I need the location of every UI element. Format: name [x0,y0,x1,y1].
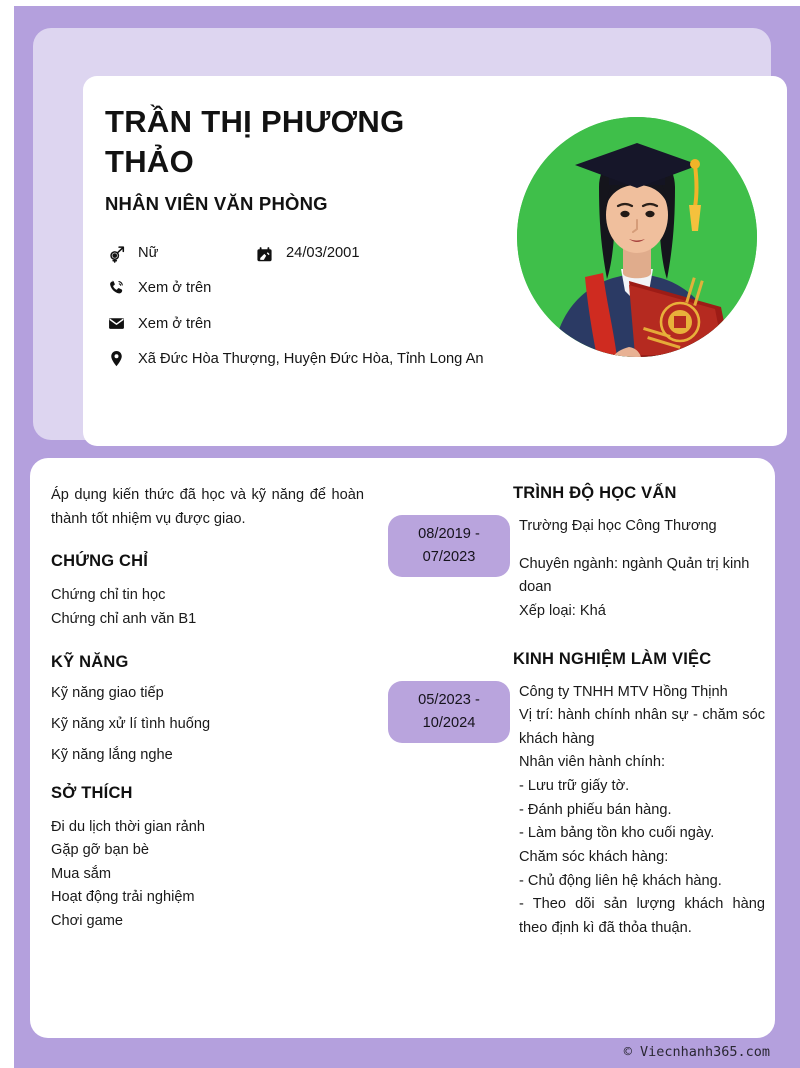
list-item: Mua sắm [51,865,112,882]
skills-list [51,685,364,763]
education-school: Trường Đại học Công Thương [519,518,717,534]
experience-duty: - Đánh phiếu bán hàng. [519,801,672,818]
left-gutter [0,0,14,1068]
experience-duty-group-1: Nhân viên hành chính: [519,754,666,771]
certificates-heading: CHỨNG CHỈ [51,552,149,571]
contact-row-phone [105,278,505,298]
experience-period-badge: 05/2023 - 10/2024 [388,681,510,743]
hobbies-heading: SỞ THÍCH [51,783,133,802]
gender-value: Nữ [138,245,159,262]
candidate-name: TRẦN THỊ PHƯƠNG THẢO [105,104,405,179]
contact-row-address [105,349,505,369]
calendar-icon [253,245,286,263]
address-value: Xã Đức Hòa Thượng, Huyện Đức Hòa, Tỉnh Long An [138,350,484,367]
list-item: Kỹ năng giao tiếp [51,684,164,701]
list-item: Gặp gỡ bạn bè [51,842,150,859]
skills-heading: KỸ NĂNG [51,652,129,671]
phone-icon [105,278,138,296]
experience-details [519,681,765,941]
venus-mars-icon [105,245,138,263]
email-value: Xem ở trên [138,315,212,332]
experience-duty: - Làm bảng tồn kho cuối ngày. [519,825,715,842]
list-item: Kỹ năng xử lí tình huống [51,715,211,732]
education-major: Chuyên ngành: ngành Quản trị kinh doan [519,555,750,596]
experience-duty: - Lưu trữ giấy tờ. [519,778,630,795]
career-summary: Áp dụng kiến thức đã học và kỹ năng để hoàn thành tốt nhiệm vụ được giao. [51,487,364,527]
top-gutter [0,0,800,6]
left-column [30,484,388,1038]
experience-duty-group-2: Chăm sóc khách hàng: [519,849,669,866]
contact-row-email [105,314,505,334]
list-item: Đi du lịch thời gian rảnh [51,818,205,835]
list-item: Hoạt động trải nghiệm [51,889,195,906]
certificates-list [51,584,364,631]
education-heading: TRÌNH ĐỘ HỌC VẤN [513,484,677,502]
education-details [519,515,765,624]
education-period-badge: 08/2019 - 07/2023 [388,515,510,577]
footer-watermark: © Viecnhanh365.com [623,1044,770,1060]
right-column [388,484,775,1038]
avatar [517,117,757,357]
graduation-portrait-illustration [517,117,757,357]
header-card [83,76,787,446]
list-item: Chứng chỉ tin học [51,587,166,604]
envelope-icon [105,314,138,332]
contact-row-gender-birthday [105,245,505,263]
contact-block [105,245,505,369]
experience-duty: - Chủ động liên hệ khách hàng. [519,872,722,889]
list-item: Chứng chỉ anh văn B1 [51,610,197,627]
header-outer-card [33,28,771,440]
education-grade: Xếp loại: Khá [519,602,606,619]
experience-company: Công ty TNHH MTV Hồng Thịnh [519,683,728,700]
birthday-value: 24/03/2001 [286,245,360,262]
contact-gender [105,245,253,263]
location-pin-icon [105,349,138,367]
education-entry [388,515,765,624]
phone-value: Xem ở trên [138,280,212,297]
experience-heading: KINH NGHIỆM LÀM VIỆC [513,649,712,668]
hobbies-list [51,816,364,934]
experience-entry [388,681,765,941]
experience-position: Vị trí: hành chính nhân sự - chăm sóc khách hàng [519,707,765,747]
contact-birthday [253,245,505,263]
body-card [30,458,775,1038]
list-item: Kỹ năng lắng nghe [51,746,173,763]
experience-duty: - Theo dõi sản lượng khách hàng theo định kì đã thỏa thuận. [519,896,765,936]
candidate-job-title: NHÂN VIÊN VĂN PHÒNG [105,193,328,215]
list-item: Chơi game [51,913,124,930]
